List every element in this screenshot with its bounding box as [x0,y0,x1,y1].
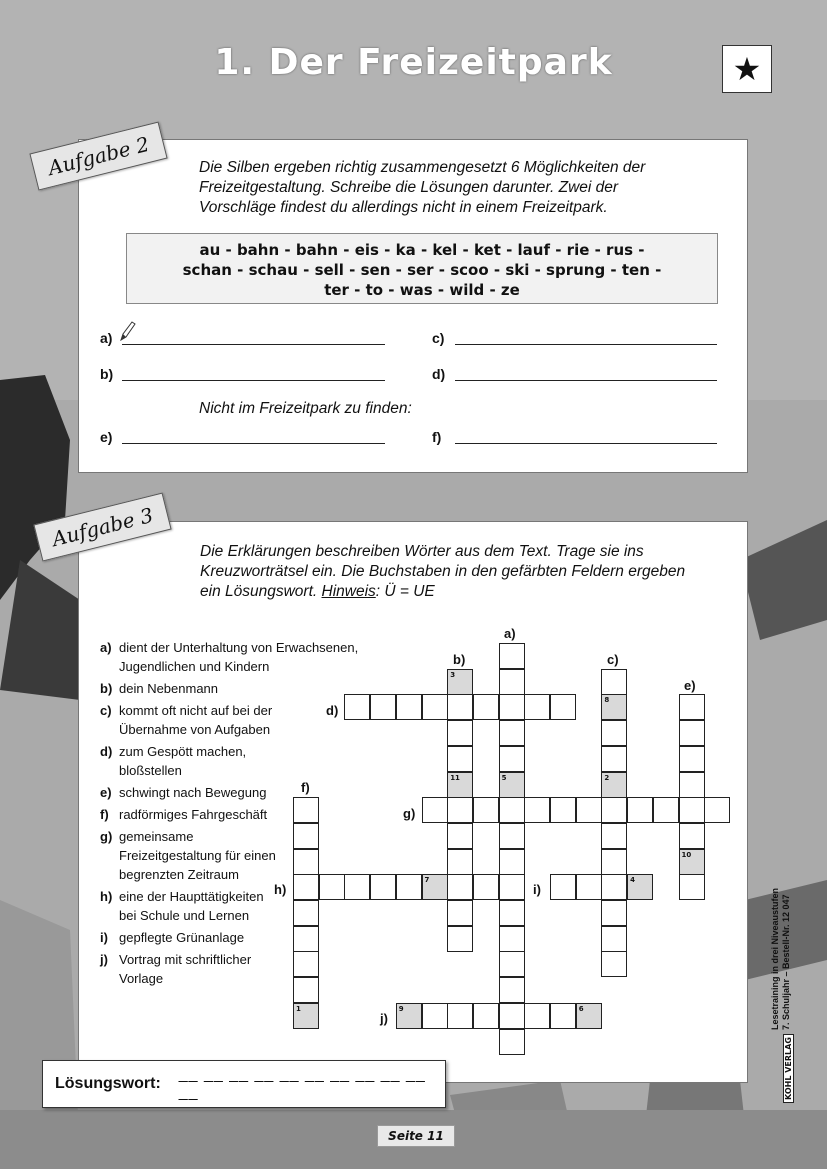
pencil-icon [118,320,136,342]
answer-f-label: f) [432,429,442,445]
cell-number: 9 [398,1004,404,1013]
crossword-label-f: f) [301,780,310,795]
clue-item: b) dein Nebenmann [100,681,219,696]
aufgabe3-intro: Die Erklärungen beschreiben Wörter aus dem Text. Trage sie ins Kreuzworträtsel ein. Die Buchstaben in den gefärbten Feldern ergeben ein Lösungswort. Hinweis: Ü = UE [200,543,686,600]
loesungswort-box [42,1060,446,1108]
star-icon: ★ [732,50,762,88]
cell-number: 10 [681,850,692,859]
cell-number: 6 [578,1004,584,1013]
page-number: Seite 11 [377,1125,455,1147]
clue-item: i) gepflegte Grünanlage [100,930,245,945]
aufgabe3-tag: Aufgabe 3 [33,492,171,561]
cell-number: 8 [604,696,610,705]
crossword-label-g: g) [403,806,416,821]
difficulty-badge [722,45,772,93]
answer-b-line[interactable] [122,380,385,381]
cell-number: 1 [296,1004,301,1013]
cell-number: 3 [450,670,456,679]
clue-item: h) eine der Haupttätigkeiten bei Schule und Lernen [100,889,264,923]
crossword-label-c: c) [607,652,619,667]
crossword-label-b: b) [453,652,466,667]
loesungswort-label: Lösungswort: [55,1075,161,1092]
cell-number: 11 [450,773,460,782]
answer-e-label: e) [100,429,113,445]
answer-f-line[interactable] [455,443,717,444]
crossword-label-i: i) [533,882,541,897]
cell-number: 4 [630,876,635,885]
clue-item: a) dient der Unterhaltung von Erwachsenen, Jugendlichen und Kindern [100,640,359,674]
answer-e-line[interactable] [122,443,385,444]
page-title: 1. Der Freizeitpark [214,42,613,83]
cell-number: 7 [424,876,430,885]
clue-item: f) radförmiges Fahrgeschäft [100,807,268,822]
hint-label: Hinweis [321,583,376,600]
answer-c-label: c) [432,330,445,346]
clue-item: g) gemeinsame Freizeitgestaltung für einen begrenzten Zeitraum [100,829,276,882]
not-in-park-label: Nicht im Freizeitpark zu finden: [199,400,412,417]
crossword-label-j: j) [380,1011,388,1026]
clue-item: d) zum Gespött machen, bloßstellen [100,744,247,778]
crossword-label-h: h) [274,882,287,897]
crossword-label-a: a) [504,626,516,641]
aufgabe2-tag: Aufgabe 2 [29,121,167,190]
answer-a-line[interactable] [122,344,385,345]
syllable-box: au - bahn - bahn - eis - ka - kel - ket - lauf - rie - rus - schan - schau - sell - sen - ser - scoo - ski - sprung - ten - ter - to - was - wild - ze [126,233,718,304]
answer-c-line[interactable] [455,344,717,345]
loesungswort-blanks[interactable]: __ __ __ __ __ __ __ __ __ __ __ [178,1066,426,1101]
answer-a-label: a) [100,330,113,346]
side-imprint: Lesetraining in drei Niveaustufen 7. Schuljahr – Bestell-Nr. 12 047 [770,887,791,1030]
clue-item: c) kommt oft nicht auf bei der Übernahme von Aufgaben [100,703,273,737]
cell-number: 2 [604,773,610,782]
publisher-logo: KOHL VERLAG [783,1045,797,1105]
crossword-label-e: e) [684,678,696,693]
aufgabe2-intro: Die Silben ergeben richtig zusammengesetzt 6 Möglichkeiten der Freizeitgestaltung. Schreibe die Lösungen darunter. Zwei der Vorschläge findest du allerdings nicht in einem Freizeitpark. [199,159,646,216]
cell-number: 5 [501,773,507,782]
crossword-label-d: d) [326,703,339,718]
clue-list [100,638,390,991]
answer-d-label: d) [432,366,446,382]
clue-item: e) schwingt nach Bewegung [100,785,267,800]
answer-b-label: b) [100,366,114,382]
answer-d-line[interactable] [455,380,717,381]
clue-item: j) Vortrag mit schriftlicher Vorlage [100,952,252,986]
